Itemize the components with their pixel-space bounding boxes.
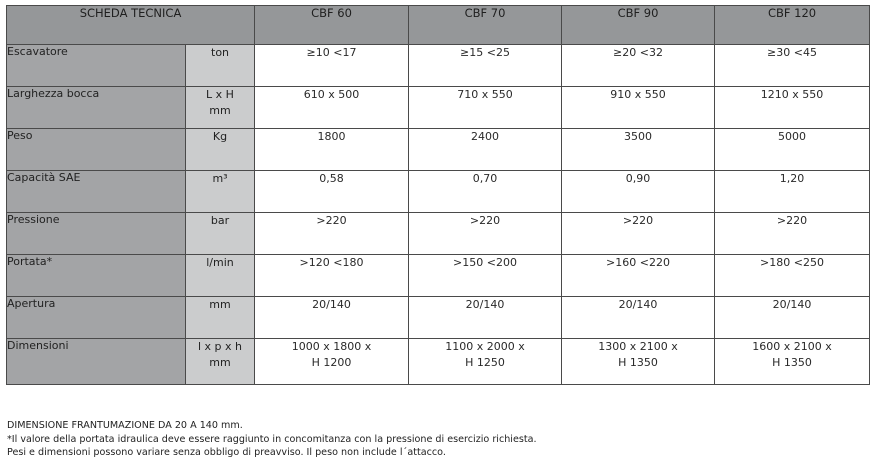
row-label: Larghezza bocca: [7, 87, 186, 129]
value-line: 0,90: [625, 172, 651, 185]
cell-value: [715, 129, 870, 171]
value-line: 20/140: [618, 298, 658, 311]
unit-line: Kg: [212, 130, 228, 143]
footnotes: [7, 419, 537, 460]
value-line: 710 x 550: [457, 88, 513, 101]
row-unit: [186, 297, 255, 339]
value-line: 1300 x 2100 x: [598, 340, 678, 353]
model-header: CBF 90: [562, 6, 715, 45]
table-row: [7, 339, 870, 385]
table-row: [7, 213, 870, 255]
table-row: [7, 297, 870, 339]
value-line: 3500: [624, 130, 653, 143]
value-line: 910 x 550: [610, 88, 666, 101]
value-line: 5000: [778, 130, 807, 143]
value-line: 1,20: [779, 172, 805, 185]
cell-value: [562, 129, 715, 171]
cell-value: [562, 213, 715, 255]
cell-value: [562, 171, 715, 213]
value-line: 1600 x 2100 x: [752, 340, 832, 353]
row-label: Escavatore: [7, 45, 186, 87]
cell-value: [562, 45, 715, 87]
row-unit: [186, 339, 255, 385]
model-header: CBF 70: [409, 6, 562, 45]
cell-value: [255, 297, 409, 339]
unit-line: mm: [209, 356, 231, 369]
note-line: Pesi e dimensioni possono variare senza obbligo di preavviso. Il peso non include l´attacco.: [7, 447, 446, 458]
value-line: 1100 x 2000 x: [445, 340, 525, 353]
value-line: >120 <180: [299, 256, 364, 269]
row-unit: [186, 45, 255, 87]
row-unit: [186, 87, 255, 129]
cell-value: [255, 339, 409, 385]
value-line: >220: [776, 214, 808, 227]
cell-value: [562, 297, 715, 339]
unit-line: bar: [210, 214, 230, 227]
table-row: [7, 129, 870, 171]
header-row: [7, 6, 870, 45]
value-line: 1800: [317, 130, 346, 143]
unit-line: m³: [212, 172, 228, 185]
row-label: Capacità SAE: [7, 171, 186, 213]
row-label: Portata*: [7, 255, 186, 297]
unit-line: l x p x h: [197, 340, 243, 353]
cell-value: [715, 213, 870, 255]
value-line: ≥30 <45: [767, 46, 817, 59]
cell-value: [562, 339, 715, 385]
value-line: H 1350: [618, 356, 658, 369]
cell-value: [562, 87, 715, 129]
row-unit: [186, 129, 255, 171]
value-line: 1000 x 1800 x: [291, 340, 372, 353]
value-line: >160 <220: [606, 256, 670, 269]
cell-value: [715, 339, 870, 385]
cell-value: [715, 87, 870, 129]
value-line: 0,70: [472, 172, 498, 185]
note-line: *Il valore della portata idraulica deve essere raggiunto in concomitanza con la pressione di esercizio richiesta.: [7, 433, 537, 445]
cell-value: [715, 45, 870, 87]
value-line: ≥10 <17: [306, 46, 357, 59]
row-unit: [186, 213, 255, 255]
cell-value: [715, 171, 870, 213]
cell-value: [562, 255, 715, 297]
cell-value: [409, 297, 562, 339]
unit-line: ton: [211, 46, 230, 59]
value-line: >220: [469, 214, 501, 227]
model-header: CBF 60: [255, 6, 409, 45]
table-row: [7, 171, 870, 213]
value-line: H 1250: [465, 356, 505, 369]
value-line: 610 x 500: [303, 88, 360, 101]
value-line: 2400: [471, 130, 500, 143]
value-line: >180 <250: [760, 256, 824, 269]
cell-value: [255, 45, 409, 87]
cell-value: [255, 129, 409, 171]
value-line: >150 <200: [453, 256, 517, 269]
cell-value: [409, 213, 562, 255]
unit-line: l/min: [206, 256, 234, 269]
cell-value: [715, 297, 870, 339]
value-line: ≥15 <25: [460, 46, 510, 59]
value-line: H 1350: [772, 356, 812, 369]
note-line: DIMENSIONE FRANTUMAZIONE DA 20 A 140 mm.: [7, 420, 243, 431]
cell-value: [255, 87, 409, 129]
value-line: H 1200: [311, 356, 352, 369]
cell-value: [409, 45, 562, 87]
row-label: Peso: [7, 129, 186, 171]
cell-value: [255, 171, 409, 213]
row-unit: [186, 171, 255, 213]
cell-value: [409, 87, 562, 129]
value-line: 20/140: [465, 298, 505, 311]
cell-value: [409, 255, 562, 297]
table-row: [7, 87, 870, 129]
row-unit: [186, 255, 255, 297]
table-title: SCHEDA TECNICA: [7, 6, 255, 45]
cell-value: [409, 171, 562, 213]
value-line: ≥20 <32: [613, 46, 663, 59]
row-label: Dimensioni: [7, 339, 186, 385]
cell-value: [255, 255, 409, 297]
value-line: 20/140: [772, 298, 812, 311]
value-line: 20/140: [312, 298, 351, 311]
row-label: Apertura: [7, 297, 186, 339]
row-label: Pressione: [7, 213, 186, 255]
cell-value: [715, 255, 870, 297]
unit-line: mm: [209, 298, 231, 311]
cell-value: [409, 129, 562, 171]
unit-line: L x H: [206, 88, 234, 101]
spec-table: [6, 5, 870, 385]
cell-value: [409, 339, 562, 385]
cell-value: [255, 213, 409, 255]
unit-line: mm: [209, 104, 231, 117]
value-line: >220: [622, 214, 654, 227]
value-line: >220: [316, 214, 347, 227]
model-header: CBF 120: [715, 6, 870, 45]
table-row: [7, 255, 870, 297]
value-line: 1210 x 550: [760, 88, 824, 101]
value-line: 0,58: [319, 172, 344, 185]
table-row: [7, 45, 870, 87]
